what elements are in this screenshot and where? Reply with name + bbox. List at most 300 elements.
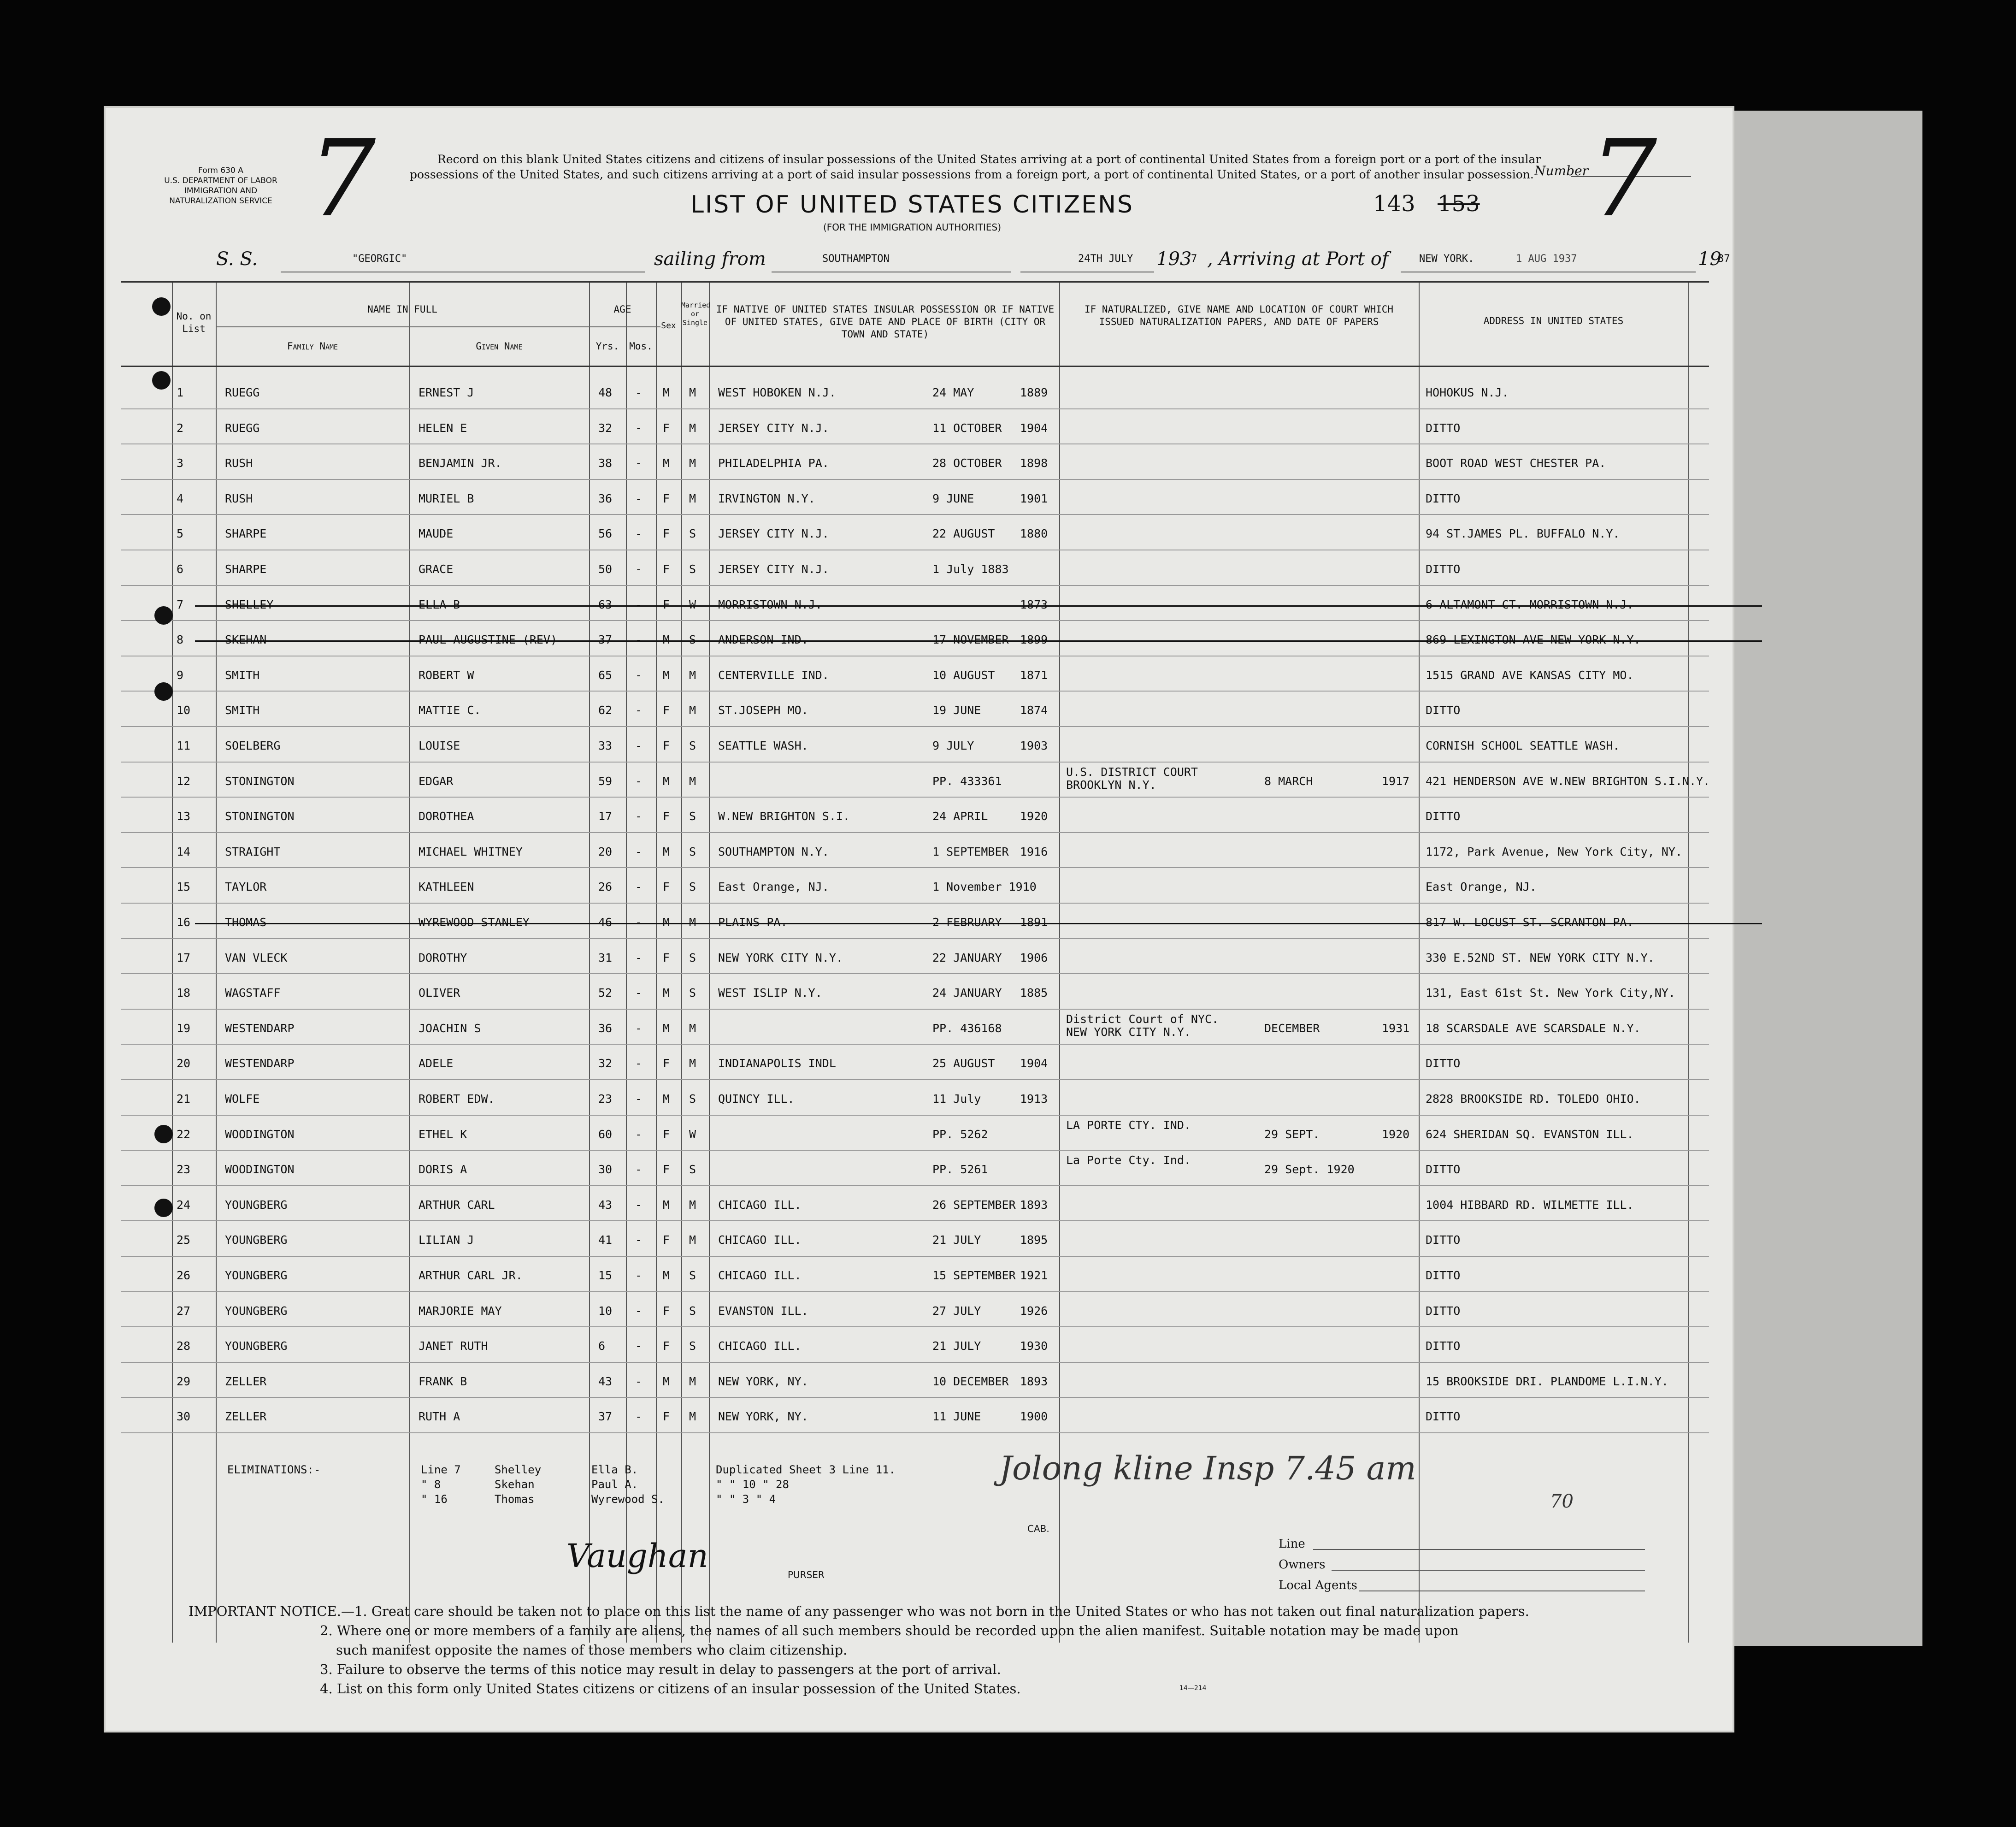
owners-label: Owners bbox=[1279, 1558, 1326, 1572]
age-months: - bbox=[635, 774, 643, 788]
header-age: AGE bbox=[613, 304, 631, 315]
row-number: 28 bbox=[177, 1339, 191, 1353]
age-years: 50 bbox=[598, 562, 613, 576]
row-number: 11 bbox=[177, 739, 191, 752]
birth-date: 2 FEBRUARY bbox=[932, 916, 1002, 929]
birth-place: WEST ISLIP N.Y. bbox=[718, 986, 822, 1000]
birth-year: 1930 bbox=[1020, 1339, 1048, 1353]
given-name: HELEN E bbox=[419, 421, 467, 435]
address: DITTO bbox=[1426, 421, 1461, 435]
birth-year: 1921 bbox=[1020, 1269, 1048, 1282]
birth-place: QUINCY ILL. bbox=[718, 1092, 795, 1106]
family-name: YOUNGBERG bbox=[225, 1304, 288, 1318]
age-months: - bbox=[635, 1057, 643, 1070]
birth-date: 1 SEPTEMBER bbox=[932, 845, 1009, 858]
address: East Orange, NJ. bbox=[1426, 880, 1537, 894]
birth-place: NEW YORK, NY. bbox=[718, 1410, 808, 1424]
birth-date: 22 AUGUST bbox=[932, 527, 995, 541]
notice-item-3: 3. Failure to observe the terms of this notice may result in delay to passengers at the port of arrival. bbox=[320, 1661, 1001, 1677]
given-name: WYREWOOD STANLEY bbox=[419, 916, 530, 929]
given-name: BENJAMIN JR. bbox=[419, 456, 502, 470]
family-name: RUSH bbox=[225, 456, 253, 470]
age-months: - bbox=[635, 845, 643, 858]
address: DITTO bbox=[1426, 704, 1461, 717]
birth-place: NEW YORK, NY. bbox=[718, 1374, 808, 1388]
court-name: LA PORTE CTY. IND. bbox=[1066, 1118, 1191, 1132]
birth-place: IRVINGTON N.Y. bbox=[718, 491, 815, 505]
table-row bbox=[121, 905, 1709, 940]
birth-date: 25 AUGUST bbox=[932, 1057, 995, 1070]
birth-place: W.NEW BRIGHTON S.I. bbox=[718, 810, 850, 823]
family-name: ZELLER bbox=[225, 1374, 267, 1388]
header-married-single: Married or Single bbox=[681, 301, 711, 327]
sex: F bbox=[663, 597, 670, 611]
ss-label: S. S. bbox=[216, 248, 258, 270]
header-no: No. on List bbox=[176, 311, 212, 334]
birth-place: CHICAGO ILL. bbox=[718, 1233, 802, 1247]
birth-date: 26 SEPTEMBER bbox=[932, 1198, 1016, 1212]
row-number: 13 bbox=[177, 810, 191, 823]
birth-year: 1873 bbox=[1020, 597, 1048, 611]
header-family-name: Family Name bbox=[287, 341, 338, 352]
given-name: DOROTHEA bbox=[419, 810, 474, 823]
elim-given-2: Paul A. bbox=[591, 1478, 638, 1491]
given-name: JOACHIN S bbox=[419, 1021, 481, 1035]
handwritten-number: 70 bbox=[1550, 1491, 1574, 1512]
age-years: 20 bbox=[598, 845, 613, 858]
row-number: 4 bbox=[177, 491, 184, 505]
header-birth: IF NATIVE OF UNITED STATES INSULAR POSSESSION OR IF NATIVE OF UNITED STATES, GIVE DATE AND PLACE OF BIRTH (CITY OR TOWN AND STATE) bbox=[716, 304, 1055, 340]
birth-year: 1893 bbox=[1020, 1374, 1048, 1388]
row-number: 7 bbox=[177, 597, 184, 611]
ship-name: "GEORGIC" bbox=[352, 253, 407, 265]
age-months: - bbox=[635, 951, 643, 964]
marital-status: M bbox=[689, 668, 696, 682]
punch-hole bbox=[154, 606, 173, 625]
age-months: - bbox=[635, 421, 643, 435]
arriving-label: , Arriving at Port of bbox=[1207, 248, 1389, 270]
age-months: - bbox=[635, 986, 643, 1000]
age-months: - bbox=[635, 1127, 643, 1141]
family-name: STRAIGHT bbox=[225, 845, 281, 858]
address: 6 ALTAMONT CT. MORRISTOWN N.J. bbox=[1426, 597, 1634, 611]
address: BOOT ROAD WEST CHESTER PA. bbox=[1426, 456, 1606, 470]
sex: F bbox=[663, 1163, 670, 1177]
birth-date: 21 JULY bbox=[932, 1339, 981, 1353]
table-row bbox=[121, 1046, 1709, 1081]
family-name: WESTENDARP bbox=[225, 1057, 295, 1070]
age-months: - bbox=[635, 1092, 643, 1106]
manifest-sheet bbox=[104, 106, 1734, 1732]
given-name: OLIVER bbox=[419, 986, 460, 1000]
naturalization-year: 1917 bbox=[1382, 774, 1410, 788]
passenger-table bbox=[121, 281, 1709, 1643]
age-years: 36 bbox=[598, 491, 613, 505]
marital-status: W bbox=[689, 1127, 696, 1141]
given-name: ELLA B bbox=[419, 597, 460, 611]
table-row bbox=[121, 1399, 1709, 1434]
naturalization-year: 1920 bbox=[1382, 1127, 1410, 1141]
page-title: LIST OF UNITED STATES CITIZENS bbox=[690, 191, 1134, 219]
age-months: - bbox=[635, 880, 643, 894]
header-yrs: Yrs. bbox=[595, 341, 619, 352]
age-years: 63 bbox=[598, 597, 613, 611]
sex: M bbox=[663, 1374, 670, 1388]
birth-date: 24 APRIL bbox=[932, 810, 988, 823]
row-number: 30 bbox=[177, 1410, 191, 1424]
birth-place: WEST HOBOKEN N.J. bbox=[718, 386, 836, 399]
age-months: - bbox=[635, 739, 643, 752]
address: 15 BROOKSIDE DRI. PLANDOME L.I.N.Y. bbox=[1426, 1374, 1668, 1388]
address: CORNISH SCHOOL SEATTLE WASH. bbox=[1426, 739, 1620, 752]
birth-date: 24 JANUARY bbox=[932, 986, 1002, 1000]
purser-label: PURSER bbox=[788, 1569, 825, 1580]
age-months: - bbox=[635, 456, 643, 470]
age-years: 32 bbox=[598, 421, 613, 435]
family-name: STONINGTON bbox=[225, 774, 295, 788]
age-years: 23 bbox=[598, 1092, 613, 1106]
table-row bbox=[121, 516, 1709, 551]
birth-year: 1926 bbox=[1020, 1304, 1048, 1318]
age-years: 41 bbox=[598, 1233, 613, 1247]
family-name: WESTENDARP bbox=[225, 1021, 295, 1035]
elim-given-3: Wyrewood S. bbox=[591, 1493, 665, 1506]
birth-year: 1895 bbox=[1020, 1233, 1048, 1247]
address: DITTO bbox=[1426, 1304, 1461, 1318]
birth-place: CHICAGO ILL. bbox=[718, 1339, 802, 1353]
address: 18 SCARSDALE AVE SCARSDALE N.Y. bbox=[1426, 1021, 1641, 1035]
table-row bbox=[121, 1011, 1709, 1046]
address: DITTO bbox=[1426, 1163, 1461, 1177]
address: DITTO bbox=[1426, 1269, 1461, 1282]
birth-place: NEW YORK CITY N.Y. bbox=[718, 951, 843, 964]
given-name: DORIS A bbox=[419, 1163, 467, 1177]
marital-status: M bbox=[689, 421, 696, 435]
sex: M bbox=[663, 668, 670, 682]
birth-year: 1901 bbox=[1020, 491, 1048, 505]
birth-date: PP. 5262 bbox=[932, 1127, 988, 1141]
age-years: 36 bbox=[598, 1021, 613, 1035]
given-name: ERNEST J bbox=[419, 386, 474, 399]
family-name: YOUNGBERG bbox=[225, 1198, 288, 1212]
court-name: District Court of NYC. bbox=[1066, 1012, 1219, 1026]
sex: F bbox=[663, 1339, 670, 1353]
sex: M bbox=[663, 845, 670, 858]
family-name: SHARPE bbox=[225, 527, 267, 541]
address: 869 LEXINGTON AVE NEW YORK N.Y. bbox=[1426, 633, 1641, 647]
purser-signature: Vaughan bbox=[566, 1537, 708, 1575]
local-agents-label: Local Agents bbox=[1279, 1579, 1357, 1592]
age-years: 62 bbox=[598, 704, 613, 717]
address: 1004 HIBBARD RD. WILMETTE ILL. bbox=[1426, 1198, 1634, 1212]
address: DITTO bbox=[1426, 562, 1461, 576]
address: 817 W. LOCUST ST. SCRANTON PA. bbox=[1426, 916, 1634, 929]
marital-status: S bbox=[689, 810, 696, 823]
row-number: 18 bbox=[177, 986, 191, 1000]
address: DITTO bbox=[1426, 810, 1461, 823]
birth-place: MORRISTOWN N.J. bbox=[718, 597, 822, 611]
family-name: VAN VLECK bbox=[225, 951, 288, 964]
table-row bbox=[121, 763, 1709, 798]
age-years: 43 bbox=[598, 1374, 613, 1388]
birth-place: ST.JOSEPH MO. bbox=[718, 704, 808, 717]
age-months: - bbox=[635, 633, 643, 647]
age-years: 48 bbox=[598, 386, 613, 399]
given-name: FRANK B bbox=[419, 1374, 467, 1388]
age-years: 6 bbox=[598, 1339, 606, 1353]
sex: M bbox=[663, 1198, 670, 1212]
given-name: MARJORIE MAY bbox=[419, 1304, 502, 1318]
sex: F bbox=[663, 739, 670, 752]
marital-status: S bbox=[689, 1304, 696, 1318]
birth-place: PHILADELPHIA PA. bbox=[718, 456, 829, 470]
row-number: 12 bbox=[177, 774, 191, 788]
address: HOHOKUS N.J. bbox=[1426, 386, 1509, 399]
court-location: NEW YORK CITY N.Y. bbox=[1066, 1025, 1191, 1039]
marital-status: S bbox=[689, 986, 696, 1000]
table-row bbox=[121, 1222, 1709, 1257]
arrival-year-prefix: 19 bbox=[1698, 248, 1721, 270]
row-number: 21 bbox=[177, 1092, 191, 1106]
age-years: 15 bbox=[598, 1269, 613, 1282]
marital-status: W bbox=[689, 597, 696, 611]
marital-status: M bbox=[689, 1410, 696, 1424]
header-address: ADDRESS IN UNITED STATES bbox=[1483, 315, 1624, 326]
table-row bbox=[121, 1364, 1709, 1399]
table-row bbox=[121, 551, 1709, 586]
sex: F bbox=[663, 527, 670, 541]
row-number: 29 bbox=[177, 1374, 191, 1388]
given-name: MATTIE C. bbox=[419, 704, 481, 717]
birth-date: PP. 436168 bbox=[932, 1021, 1002, 1035]
dept-line-3: NATURALIZATION SERVICE bbox=[169, 196, 272, 206]
sex: F bbox=[663, 810, 670, 823]
birth-year: 1885 bbox=[1020, 986, 1048, 1000]
family-name: RUSH bbox=[225, 491, 253, 505]
punch-hole bbox=[152, 297, 171, 316]
table-row bbox=[121, 445, 1709, 480]
birth-date: 10 DECEMBER bbox=[932, 1374, 1009, 1388]
age-months: - bbox=[635, 704, 643, 717]
family-name: SKEHAN bbox=[225, 633, 267, 647]
age-months: - bbox=[635, 386, 643, 399]
table-row bbox=[121, 975, 1709, 1010]
elim-dup-2: " " 10 " 28 bbox=[716, 1478, 789, 1491]
birth-date: 9 JUNE bbox=[932, 491, 974, 505]
family-name: WOLFE bbox=[225, 1092, 260, 1106]
sex: F bbox=[663, 1057, 670, 1070]
sex: F bbox=[663, 1410, 670, 1424]
row-number: 20 bbox=[177, 1057, 191, 1070]
row-number: 5 bbox=[177, 527, 184, 541]
notice-item-1: —1. Great care should be taken not to place on this list the name of any passenger who was not born in the United States or who has not taken out final naturalization papers. bbox=[341, 1603, 1529, 1619]
address: DITTO bbox=[1426, 1410, 1461, 1424]
punch-hole bbox=[152, 371, 171, 390]
table-row bbox=[121, 657, 1709, 692]
birth-place: PLAINS PA. bbox=[718, 916, 788, 929]
age-years: 10 bbox=[598, 1304, 613, 1318]
table-row bbox=[121, 1152, 1709, 1187]
address: 131, East 61st St. New York City,NY. bbox=[1426, 986, 1675, 1000]
punch-hole bbox=[154, 1125, 173, 1143]
birth-date: 11 OCTOBER bbox=[932, 421, 1002, 435]
age-months: - bbox=[635, 562, 643, 576]
table-row bbox=[121, 1187, 1709, 1222]
table-row bbox=[121, 622, 1709, 657]
age-years: 65 bbox=[598, 668, 613, 682]
birth-date: 27 JULY bbox=[932, 1304, 981, 1318]
strike-through-line bbox=[195, 605, 1762, 607]
family-name: WOODINGTON bbox=[225, 1163, 295, 1177]
family-name: STONINGTON bbox=[225, 810, 295, 823]
important-notice bbox=[189, 1602, 1756, 1698]
given-name: GRACE bbox=[419, 562, 454, 576]
row-number: 19 bbox=[177, 1021, 191, 1035]
table-row bbox=[121, 481, 1709, 516]
given-name: ROBERT EDW. bbox=[419, 1092, 495, 1106]
row-number: 1 bbox=[177, 386, 184, 399]
birth-date: 10 AUGUST bbox=[932, 668, 995, 682]
family-name: YOUNGBERG bbox=[225, 1339, 288, 1353]
age-years: 52 bbox=[598, 986, 613, 1000]
age-years: 30 bbox=[598, 1163, 613, 1177]
birth-date: 17 NOVEMBER bbox=[932, 633, 1009, 647]
birth-year: 1904 bbox=[1020, 421, 1048, 435]
elim-name-2: Skehan bbox=[495, 1478, 535, 1491]
age-months: - bbox=[635, 668, 643, 682]
row-number: 14 bbox=[177, 845, 191, 858]
family-name: RUEGG bbox=[225, 421, 260, 435]
voyage-line bbox=[216, 248, 1737, 276]
court-name: La Porte Cty. Ind. bbox=[1066, 1153, 1191, 1167]
sail-year-prefix: 193 bbox=[1156, 248, 1192, 270]
birth-year: 1920 bbox=[1020, 810, 1048, 823]
family-name: SHARPE bbox=[225, 562, 267, 576]
cab-label: CAB. bbox=[1027, 1523, 1049, 1534]
birth-date: 19 JUNE bbox=[932, 704, 981, 717]
birth-place: SEATTLE WASH. bbox=[718, 739, 808, 752]
birth-year: 1893 bbox=[1020, 1198, 1048, 1212]
age-months: - bbox=[635, 597, 643, 611]
header-naturalized: IF NATURALIZED, GIVE NAME AND LOCATION OF COURT WHICH ISSUED NATURALIZATION PAPERS, AND DATE OF PAPERS bbox=[1084, 304, 1394, 327]
row-number: 25 bbox=[177, 1233, 191, 1247]
row-number: 27 bbox=[177, 1304, 191, 1318]
age-years: 31 bbox=[598, 951, 613, 964]
strike-through-line bbox=[195, 923, 1762, 924]
birth-place: EVANSTON ILL. bbox=[718, 1304, 808, 1318]
given-name: EDGAR bbox=[419, 774, 454, 788]
dept-line-2: IMMIGRATION AND bbox=[184, 186, 258, 195]
family-name: ZELLER bbox=[225, 1410, 267, 1424]
court-name: U.S. DISTRICT COURT bbox=[1066, 765, 1198, 779]
sex: F bbox=[663, 491, 670, 505]
birth-year: 1874 bbox=[1020, 704, 1048, 717]
court-location: BROOKLYN N.Y. bbox=[1066, 778, 1156, 792]
sex: M bbox=[663, 1021, 670, 1035]
age-years: 33 bbox=[598, 739, 613, 752]
row-number: 26 bbox=[177, 1269, 191, 1282]
birth-year: 1904 bbox=[1020, 1057, 1048, 1070]
sailing-from-label: sailing from bbox=[654, 248, 766, 270]
table-row bbox=[121, 692, 1709, 727]
naturalization-date: DECEMBER bbox=[1264, 1021, 1320, 1035]
table-row bbox=[121, 728, 1709, 763]
family-name: YOUNGBERG bbox=[225, 1269, 288, 1282]
sex: M bbox=[663, 633, 670, 647]
birth-date: PP. 433361 bbox=[932, 774, 1002, 788]
table-row bbox=[121, 1081, 1709, 1116]
birth-date: 21 JULY bbox=[932, 1233, 981, 1247]
sex: F bbox=[663, 704, 670, 717]
birth-year: 1891 bbox=[1020, 916, 1048, 929]
age-years: 46 bbox=[598, 916, 613, 929]
marital-status: M bbox=[689, 1021, 696, 1035]
given-name: PAUL AUGUSTINE (REV) bbox=[419, 633, 558, 647]
address: DITTO bbox=[1426, 1057, 1461, 1070]
naturalization-year: 1931 bbox=[1382, 1021, 1410, 1035]
marital-status: S bbox=[689, 739, 696, 752]
elim-line-3: " 16 bbox=[421, 1493, 448, 1506]
naturalization-date: 8 MARCH bbox=[1264, 774, 1313, 788]
marital-status: M bbox=[689, 1374, 696, 1388]
given-name: ADELE bbox=[419, 1057, 454, 1070]
address: 1515 GRAND AVE KANSAS CITY MO. bbox=[1426, 668, 1634, 682]
birth-year: 1903 bbox=[1020, 739, 1048, 752]
handwritten-sheet-number-left: 7 bbox=[308, 118, 376, 241]
age-months: - bbox=[635, 1198, 643, 1212]
address: DITTO bbox=[1426, 1233, 1461, 1247]
age-months: - bbox=[635, 491, 643, 505]
handwritten-sheet-number-right: 7 bbox=[1590, 118, 1657, 241]
sex: F bbox=[663, 1233, 670, 1247]
row-number: 24 bbox=[177, 1198, 191, 1212]
marital-status: S bbox=[689, 951, 696, 964]
marital-status: M bbox=[689, 704, 696, 717]
sail-year-fill: 7 bbox=[1191, 253, 1197, 265]
age-months: - bbox=[635, 1374, 643, 1388]
row-number: 15 bbox=[177, 880, 191, 894]
sex: F bbox=[663, 1127, 670, 1141]
marital-status: S bbox=[689, 1092, 696, 1106]
age-years: 26 bbox=[598, 880, 613, 894]
birth-date: 22 JANUARY bbox=[932, 951, 1002, 964]
elim-line-2: " 8 bbox=[421, 1478, 441, 1491]
given-name: ARTHUR CARL JR. bbox=[419, 1269, 523, 1282]
header-mos: Mos. bbox=[629, 341, 653, 352]
birth-year: 1889 bbox=[1020, 386, 1048, 399]
table-row bbox=[121, 1117, 1709, 1152]
punch-hole bbox=[154, 682, 173, 701]
age-years: 56 bbox=[598, 527, 613, 541]
row-number: 9 bbox=[177, 668, 184, 682]
marital-status: M bbox=[689, 916, 696, 929]
marital-status: S bbox=[689, 1339, 696, 1353]
marital-status: S bbox=[689, 880, 696, 894]
elim-name-1: Shelley bbox=[495, 1463, 542, 1476]
age-years: 43 bbox=[598, 1198, 613, 1212]
table-row bbox=[121, 1328, 1709, 1363]
row-number: 17 bbox=[177, 951, 191, 964]
sex: F bbox=[663, 1304, 670, 1318]
header-sex: Sex bbox=[661, 321, 676, 331]
birth-date: PP. 5261 bbox=[932, 1163, 988, 1177]
binder-tab bbox=[1731, 111, 1922, 1646]
given-name: ARTHUR CARL bbox=[419, 1198, 495, 1212]
marital-status: S bbox=[689, 633, 696, 647]
given-name: LILIAN J bbox=[419, 1233, 474, 1247]
address: 1172, Park Avenue, New York City, NY. bbox=[1426, 845, 1682, 858]
age-years: 59 bbox=[598, 774, 613, 788]
